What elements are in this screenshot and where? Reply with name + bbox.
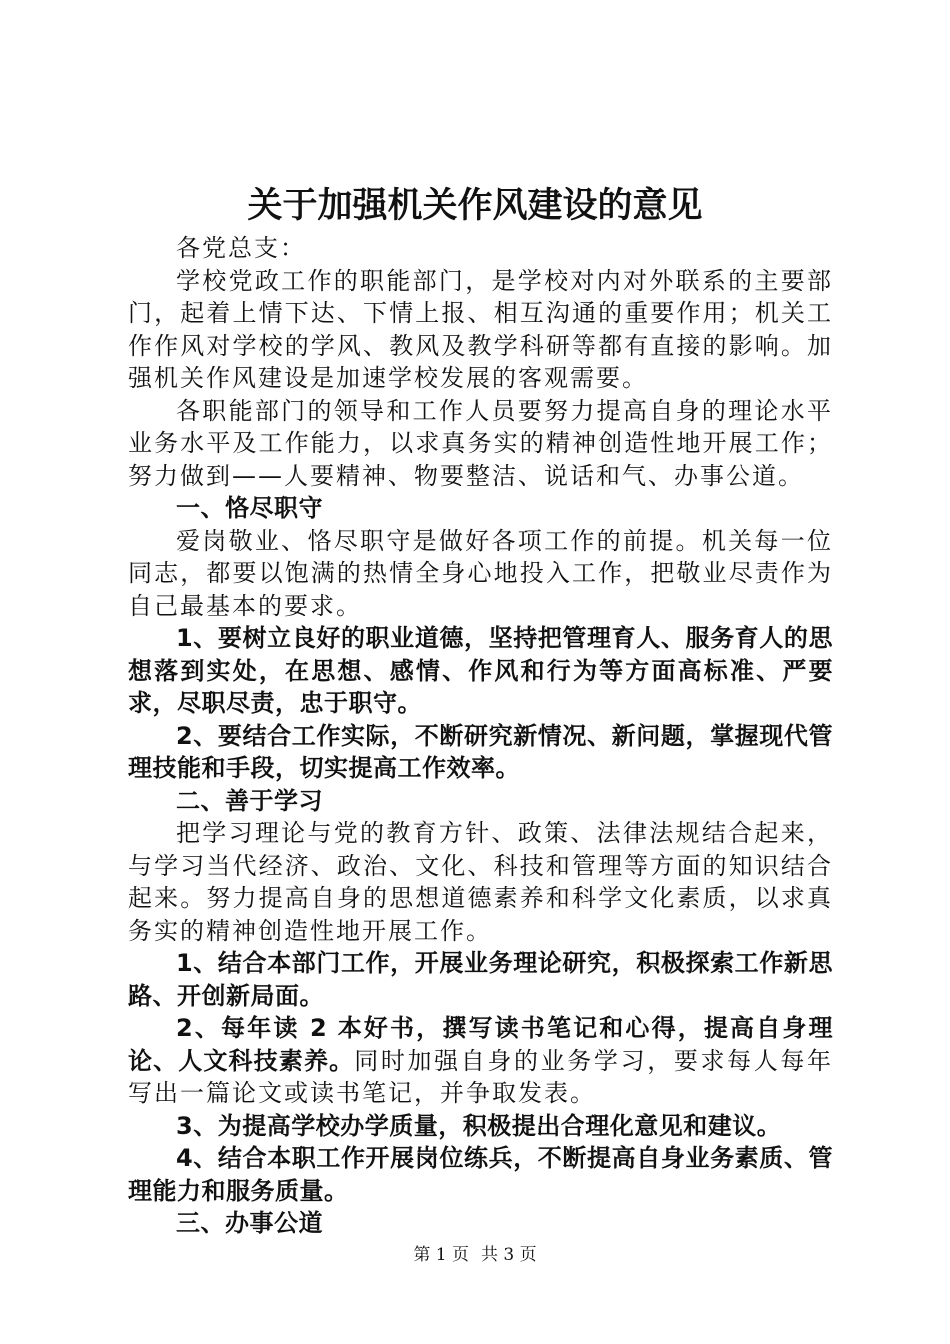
section-heading: 二、善于学习 <box>176 786 323 815</box>
list-item: 1、要树立良好的职业道德，坚持把管理育人、服务育人的思想落到实处，在思想、感情、作风和行为等方面高标准、严要求，尽职尽责，忠于职守。 <box>128 624 833 717</box>
section-heading: 一、恪尽职守 <box>176 494 323 522</box>
paragraph: 学校党政工作的职能部门，是学校对内对外联系的主要部门，起着上情下达、下情上报、相互沟通的重要作用；机关工作作风对学校的学风、教风及教学科研等都有直接的影响。加强机关作风建设是加速学校发展的客观需要。 <box>128 266 833 392</box>
paragraph: 爱岗敬业、恪尽职守是做好各项工作的前提。机关每一位同志，都要以饱满的热情全身心地投入工作，把敬业尽责作为自己最基本的要求。 <box>128 526 833 620</box>
page-footer <box>0 1243 950 1267</box>
document-title: 关于加强机关作风建设的意见 <box>247 185 703 226</box>
paragraph: 把学习理论与党的教育方针、政策、法律法规结合起来，与学习当代经济、政治、文化、科技和管理等方面的知识结合起来。努力提高自身的思想道德素养和科学文化素质，以求真务实的精神创造性地开展工作。 <box>128 819 833 945</box>
page-number: 第 1 页 <box>413 1245 469 1265</box>
document-body <box>128 232 833 1240</box>
list-item <box>128 1012 833 1110</box>
section-heading: 三、办事公道 <box>176 1209 323 1237</box>
paragraph: 各职能部门的领导和工作人员要努力提高自身的理论水平业务水平及工作能力，以求真务实的精神创造性地开展工作；努力做到——人要精神、物要整洁、说话和气、办事公道。 <box>128 396 833 490</box>
list-item: 2、要结合工作实际，不断研究新情况、新问题，掌握现代管理技能和手段，切实提高工作效率。 <box>128 721 833 782</box>
list-item-text: 2、每年读 2 本好书，撰写读书笔记和心得，提高自身理论、人文科技素养。 <box>128 1014 833 1075</box>
list-item: 4、结合本职工作开展岗位练兵，不断提高自身业务素质、管理能力和服务质量。 <box>128 1144 833 1205</box>
list-item: 1、结合本部门工作，开展业务理论研究，积极探索工作新思路、开创新局面。 <box>128 949 833 1010</box>
page-total: 共 3 页 <box>481 1245 537 1265</box>
list-item-tail: 同时加强自身的业务学习，要求每人每年写出一篇论文或读书笔记，并争取发表。 <box>128 1046 834 1107</box>
salutation: 各党总支： <box>176 234 306 262</box>
list-item: 3、为提高学校办学质量，积极提出合理化意见和建议。 <box>176 1111 782 1140</box>
